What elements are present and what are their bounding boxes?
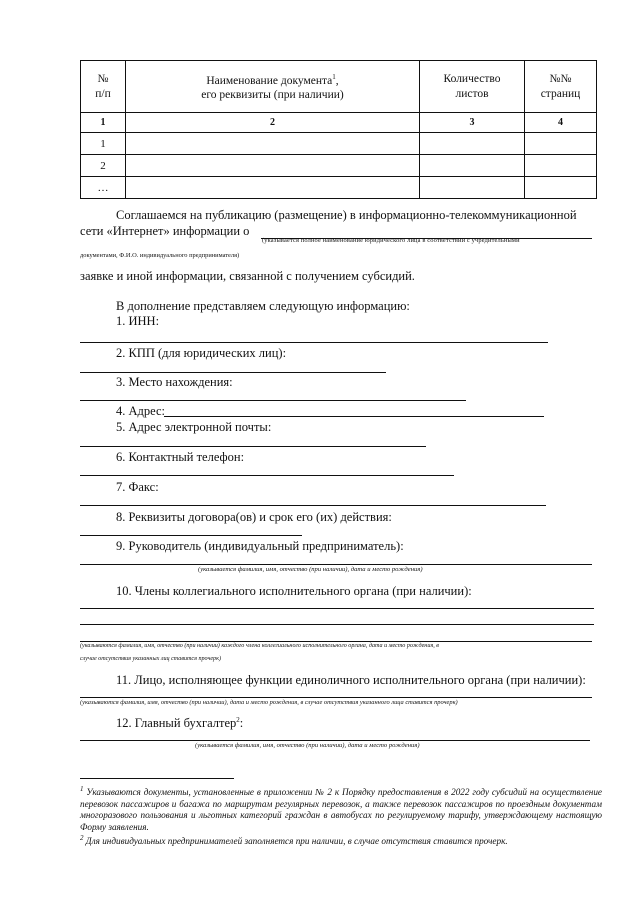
board-hint1: (указываются фамилия, имя, отчество (при наличии) каждого члена коллегиального исполнительного органа, дата и место рождения, в xyxy=(80,643,439,649)
consent-hint2: документами, Ф.И.О. индивидуального предпринимателя) xyxy=(80,252,240,259)
col-number-cell: 2 xyxy=(126,113,420,133)
col-header-sheets-line2: листов xyxy=(455,87,489,100)
col-header-number-line1: № xyxy=(97,72,109,85)
footnote-2-mark: 2 xyxy=(80,834,84,842)
kpp-field[interactable] xyxy=(80,372,386,373)
footnote-1-mark: 1 xyxy=(80,785,84,793)
footnote-1-text: Указываются документы, установленные в приложении № 2 к Порядку предоставления в 2022 году субсидий на осуществление перевозок пассажиров и багажа по маршрутам регулярных перевозок, а также перевозок пассажиров по проездным документам многоразового пользования и льготных категорий граждан в автобусах по регулируемому тарифу, утверждающему настоящую Форму заявления. xyxy=(80,787,603,832)
col-header-pages-line1: №№ xyxy=(549,72,572,85)
col-header-pages-line2: страниц xyxy=(540,87,581,100)
info-intro: В дополнение представляем следующую информацию: xyxy=(116,299,410,313)
col-header-sheets-line1: Количество xyxy=(443,72,501,85)
location-field[interactable] xyxy=(80,400,466,401)
footnote-ref-2: 2 xyxy=(236,716,240,724)
row-sheets-cell[interactable] xyxy=(420,133,525,155)
col-header-name-comma: , xyxy=(335,74,339,87)
accountant-label-colon: : xyxy=(239,716,244,731)
fax-field[interactable] xyxy=(80,505,546,506)
col-header-name-line1: Наименование документа xyxy=(206,74,333,87)
table-row xyxy=(81,155,597,177)
row-pages-cell[interactable] xyxy=(525,177,597,199)
kpp-label: 2. КПП (для юридических лиц): xyxy=(116,346,287,360)
inn-label: 1. ИНН: xyxy=(116,314,160,328)
col-number-cell: 1 xyxy=(81,113,126,133)
accountant-hint: (указывается фамилия, имя, отчество (при наличии), дата и место рождения) xyxy=(195,742,420,749)
head-field[interactable] xyxy=(80,564,592,565)
footnote-ref-1: 1 xyxy=(332,72,336,81)
accountant-label xyxy=(116,716,243,731)
documents-table xyxy=(80,60,597,199)
consent-line2: сети «Интернет» информации о xyxy=(80,224,250,238)
phone-field[interactable] xyxy=(80,475,454,476)
row-sheets-cell[interactable] xyxy=(420,155,525,177)
col-header-pages xyxy=(525,61,597,113)
row-name-cell[interactable] xyxy=(126,155,420,177)
email-field[interactable] xyxy=(80,446,426,447)
inn-field[interactable] xyxy=(80,342,548,343)
accountant-field[interactable] xyxy=(80,740,590,741)
accountant-label-text: 12. Главный бухгалтер xyxy=(116,716,237,731)
consent-hint1: (указывается полное наименование юридического лица в соответствии с учредительными xyxy=(262,237,520,244)
row-pages-cell[interactable] xyxy=(525,133,597,155)
col-number-cell: 3 xyxy=(420,113,525,133)
contract-label: 8. Реквизиты договора(ов) и срок его (их) действия: xyxy=(116,510,392,524)
board-field-1[interactable] xyxy=(80,608,594,609)
board-hint2: случае отсутствия указанных лиц ставится прочерк) xyxy=(80,656,221,662)
head-label: 9. Руководитель (индивидуальный предприниматель): xyxy=(116,539,404,553)
row-number: 1 xyxy=(81,133,126,155)
row-name-cell[interactable] xyxy=(126,177,420,199)
consent-line1: Соглашаемся на публикацию (размещение) в информационно-телекоммуникационной xyxy=(116,208,577,222)
col-header-name-line2: его реквизиты (при наличии) xyxy=(201,89,344,102)
table-row xyxy=(81,177,597,199)
col-header-number xyxy=(81,61,126,113)
phone-label: 6. Контактный телефон: xyxy=(116,450,245,464)
board-field-3[interactable] xyxy=(80,641,592,642)
sole-hint: (указываются фамилия, имя, отчество (при наличии), дата и место рождения, в случае отсутствия указанного лица ставится прочерк) xyxy=(80,699,458,706)
board-field-2[interactable] xyxy=(80,624,594,625)
row-pages-cell[interactable] xyxy=(525,155,597,177)
col-header-number-line2: п/п xyxy=(95,87,111,100)
email-label: 5. Адрес электронной почты: xyxy=(116,420,272,434)
footnote-separator xyxy=(80,778,234,779)
row-name-cell[interactable] xyxy=(126,133,420,155)
footnote-2-text: Для индивидуальных предпринимателей заполняется при наличии, в случае отсутствия ставится прочерк. xyxy=(85,836,508,847)
sole-label: 11. Лицо, исполняющее функции единоличного исполнительного органа (при наличии): xyxy=(116,673,586,687)
row-sheets-cell[interactable] xyxy=(420,177,525,199)
address-label: 4. Адрес: xyxy=(116,404,166,418)
footnote-2 xyxy=(80,833,602,848)
col-header-sheets xyxy=(420,61,525,113)
board-label: 10. Члены коллегиального исполнительного органа (при наличии): xyxy=(116,584,472,598)
col-number-cell: 4 xyxy=(525,113,597,133)
head-hint: (указывается фамилия, имя, отчество (при наличии), дата и место рождения) xyxy=(198,566,423,573)
location-label: 3. Место нахождения: xyxy=(116,375,233,389)
row-number: 2 xyxy=(81,155,126,177)
address-field[interactable] xyxy=(164,416,544,417)
contract-field[interactable] xyxy=(80,535,302,536)
footnote-1 xyxy=(80,784,602,833)
row-number: … xyxy=(81,177,126,199)
consent-line3: заявке и иной информации, связанной с получением субсидий. xyxy=(80,269,415,283)
col-header-name xyxy=(126,61,420,113)
sole-field[interactable] xyxy=(80,697,592,698)
table-row xyxy=(81,133,597,155)
fax-label: 7. Факс: xyxy=(116,480,159,494)
